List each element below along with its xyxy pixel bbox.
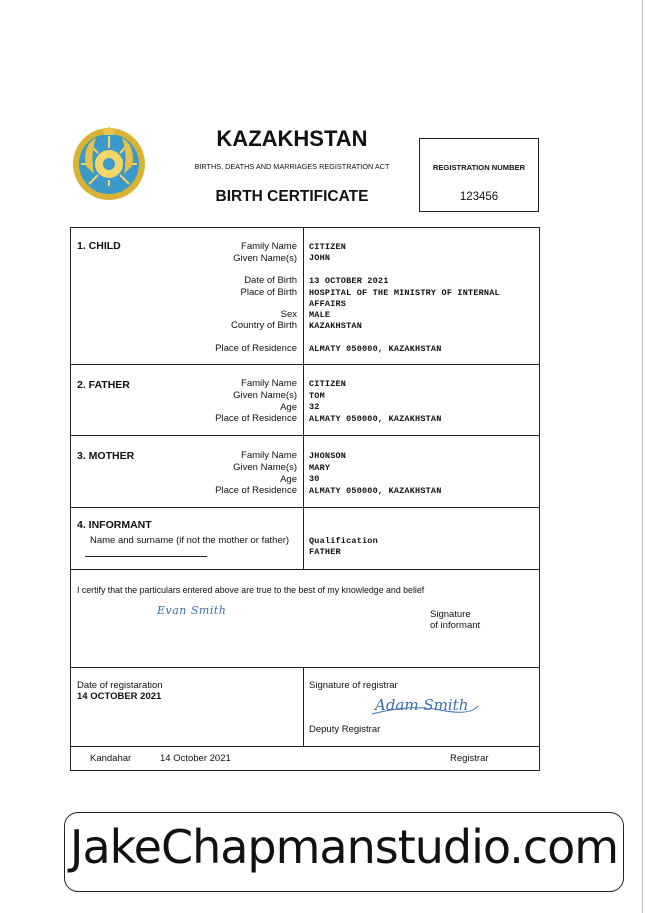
divider-certify [70, 667, 540, 668]
section-informant: 4. INFORMANT [77, 519, 152, 531]
certify-statement: I certify that the particulars entered above are true to the best of my knowledge and belief [77, 585, 425, 595]
registrar-signature-label: Signature of registrar [309, 680, 398, 691]
informant-signature-label-line1: Signature [430, 609, 471, 620]
child-cob-label: Country of Birth [231, 320, 297, 331]
informant-signature: Evan Smith [157, 604, 227, 617]
footer-date: 14 October 2021 [160, 753, 231, 764]
mother-family-name: JHONSON [309, 451, 347, 461]
kazakhstan-emblem [72, 126, 146, 202]
document-title: BIRTH CERTIFICATE [215, 188, 369, 205]
mother-age: 30 [309, 474, 320, 484]
section-mother: 3. MOTHER [77, 450, 135, 462]
child-given-names: JOHN [309, 253, 331, 263]
section-father: 2. FATHER [77, 379, 130, 391]
father-given-names-label: Given Name(s) [233, 390, 297, 401]
page-edge [642, 0, 643, 913]
child-dob: 13 OCTOBER 2021 [309, 276, 389, 286]
father-family-name-label: Family Name [241, 378, 297, 389]
registrar-signature: Adam Smith [375, 696, 469, 714]
divider-father [70, 435, 540, 436]
child-dob-label: Date of Birth [244, 275, 297, 286]
registration-act: BIRTHS, DEATHS AND MARRIAGES REGISTRATION ACT [194, 162, 390, 171]
divider-registration [70, 746, 540, 747]
child-residence: ALMATY 050000, KAZAKHSTAN [309, 344, 442, 354]
father-residence-label: Place of Residence [215, 413, 297, 424]
mother-family-name-label: Family Name [241, 450, 297, 461]
divider-mother [70, 507, 540, 508]
child-pob-line1: HOSPITAL OF THE MINISTRY OF INTERNAL [309, 288, 500, 298]
qualification-value: FATHER [309, 547, 341, 557]
section-child: 1. CHILD [77, 240, 121, 252]
father-age: 32 [309, 402, 320, 412]
registration-number-value: 123456 [459, 191, 499, 203]
watermark-banner [64, 812, 624, 892]
child-pob-label: Place of Birth [240, 287, 297, 298]
child-given-names-label: Given Name(s) [233, 253, 297, 264]
signature-flourish [370, 700, 480, 720]
informant-name-line [85, 556, 207, 557]
child-pob-line2: AFFAIRS [309, 299, 347, 309]
mother-given-names-label: Given Name(s) [233, 462, 297, 473]
deputy-registrar-label: Deputy Registrar [309, 724, 381, 735]
mother-given-names: MARY [309, 463, 331, 473]
mother-residence-label: Place of Residence [215, 485, 297, 496]
column-divider-registration [303, 667, 304, 746]
child-family-name-label: Family Name [241, 241, 297, 252]
country-title: KAZAKHSTAN [216, 126, 368, 151]
watermark-text: JakeChapmanstudio.com [69, 820, 619, 874]
child-sex-label: Sex [280, 309, 297, 320]
father-family-name: CITIZEN [309, 379, 347, 389]
informant-signature-label-line2: of informant [430, 620, 481, 631]
qualification-label: Qualification [309, 536, 378, 546]
child-sex: MALE [309, 310, 331, 320]
divider-child [70, 364, 540, 365]
informant-name-label: Name and surname (if not the mother or father) [90, 535, 290, 546]
registration-date-label: Date of registaration [77, 680, 163, 691]
mother-age-label: Age [280, 474, 297, 485]
father-residence: ALMATY 050000, KAZAKHSTAN [309, 414, 442, 424]
registration-number-label: REGISTRATION NUMBER [432, 163, 526, 172]
registration-date-value: 14 OCTOBER 2021 [77, 691, 162, 702]
father-age-label: Age [280, 402, 297, 413]
footer-place: Kandahar [90, 753, 132, 764]
child-residence-label: Place of Residence [215, 343, 297, 354]
divider-informant [70, 569, 540, 570]
column-divider-top [303, 227, 304, 569]
child-family-name: CITIZEN [309, 242, 347, 252]
child-cob: KAZAKHSTAN [309, 321, 363, 331]
father-given-names: TOM [309, 391, 325, 401]
registration-number-box [419, 138, 539, 212]
mother-residence: ALMATY 050000, KAZAKHSTAN [309, 486, 442, 496]
footer-role: Registrar [450, 753, 489, 764]
